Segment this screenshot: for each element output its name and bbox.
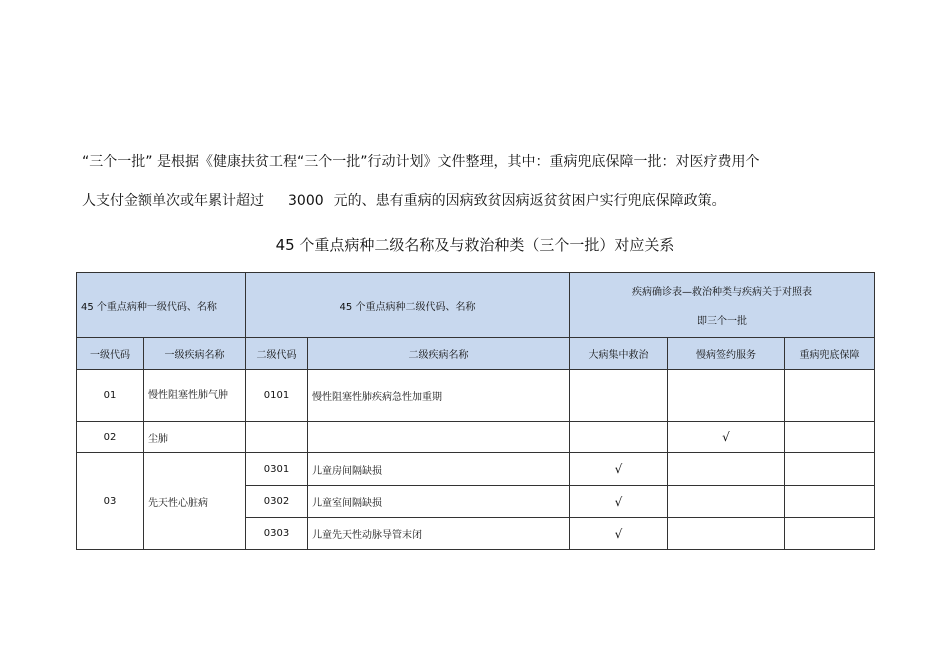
intro-line-1: “三个一批” 是根据《健康扶贫工程“三个一批”行动计划》文件整理，其中：重病兜底保障一批：对医疗费用个 <box>82 154 760 170</box>
table-row <box>77 370 875 422</box>
chronic-service-mark <box>668 370 785 422</box>
header-mapping-line2: 即三个一批 <box>697 316 747 327</box>
col-header-level2-name: 二级疾病名称 <box>308 338 570 370</box>
intro-line-2 <box>82 191 842 211</box>
header-mapping-line1: 疾病确诊表—救治种类与疾病关于对照表 <box>632 287 812 298</box>
level2-code: 0302 <box>246 486 308 518</box>
severe-guarantee-mark <box>785 453 875 486</box>
header-level2-group: 45 个重点病种二级代码、名称 <box>246 273 570 338</box>
major-treatment-mark <box>570 370 668 422</box>
table-row <box>77 422 875 453</box>
header-column-row <box>77 338 875 370</box>
col-header-severe-guarantee: 重病兜底保障 <box>785 338 875 370</box>
chronic-service-mark <box>668 518 785 550</box>
header-mapping-group <box>570 273 875 338</box>
level2-code <box>246 422 308 453</box>
header-group-row <box>77 273 875 338</box>
col-header-level1-name: 一级疾病名称 <box>144 338 246 370</box>
severe-guarantee-mark <box>785 518 875 550</box>
level1-name: 慢性阻塞性肺气肿 <box>144 370 246 422</box>
severe-guarantee-mark <box>785 370 875 422</box>
severe-guarantee-mark <box>785 422 875 453</box>
major-treatment-mark: √ <box>570 453 668 486</box>
col-header-chronic-service: 慢病签约服务 <box>668 338 785 370</box>
major-treatment-mark: √ <box>570 518 668 550</box>
level2-name: 儿童先天性动脉导管末闭 <box>308 518 570 550</box>
level2-name <box>308 422 570 453</box>
table-row <box>77 453 875 486</box>
chronic-service-mark <box>668 486 785 518</box>
col-header-major-treatment: 大病集中救治 <box>570 338 668 370</box>
level1-code: 03 <box>77 453 144 550</box>
level2-code: 0101 <box>246 370 308 422</box>
level2-name: 儿童房间隔缺损 <box>308 453 570 486</box>
table-title: 45 个重点病种二级名称及与救治种类（三个一批）对应关系 <box>275 236 675 254</box>
level2-code: 0301 <box>246 453 308 486</box>
intro-line-2-text-b: 元的、患有重病的因病致贫因病返贫贫困户实行兜底保障政策。 <box>333 193 726 209</box>
severe-guarantee-mark <box>785 486 875 518</box>
header-level1-group: 45 个重点病种一级代码、名称 <box>77 273 246 338</box>
major-treatment-mark: √ <box>570 486 668 518</box>
level1-name: 尘肺 <box>144 422 246 453</box>
col-header-level2-code: 二级代码 <box>246 338 308 370</box>
col-header-level1-code: 一级代码 <box>77 338 144 370</box>
level2-code: 0303 <box>246 518 308 550</box>
level1-name: 先天性心脏病 <box>144 453 246 550</box>
level2-name: 慢性阻塞性肺疾病急性加重期 <box>308 370 570 422</box>
level2-name: 儿童室间隔缺损 <box>308 486 570 518</box>
chronic-service-mark: √ <box>668 422 785 453</box>
intro-line-2-text-a: 人支付金额单次或年累计超过 <box>82 193 264 209</box>
intro-amount: 3000 <box>288 193 324 209</box>
disease-mapping-table <box>76 272 875 550</box>
chronic-service-mark <box>668 453 785 486</box>
level1-code: 02 <box>77 422 144 453</box>
level1-code: 01 <box>77 370 144 422</box>
major-treatment-mark <box>570 422 668 453</box>
